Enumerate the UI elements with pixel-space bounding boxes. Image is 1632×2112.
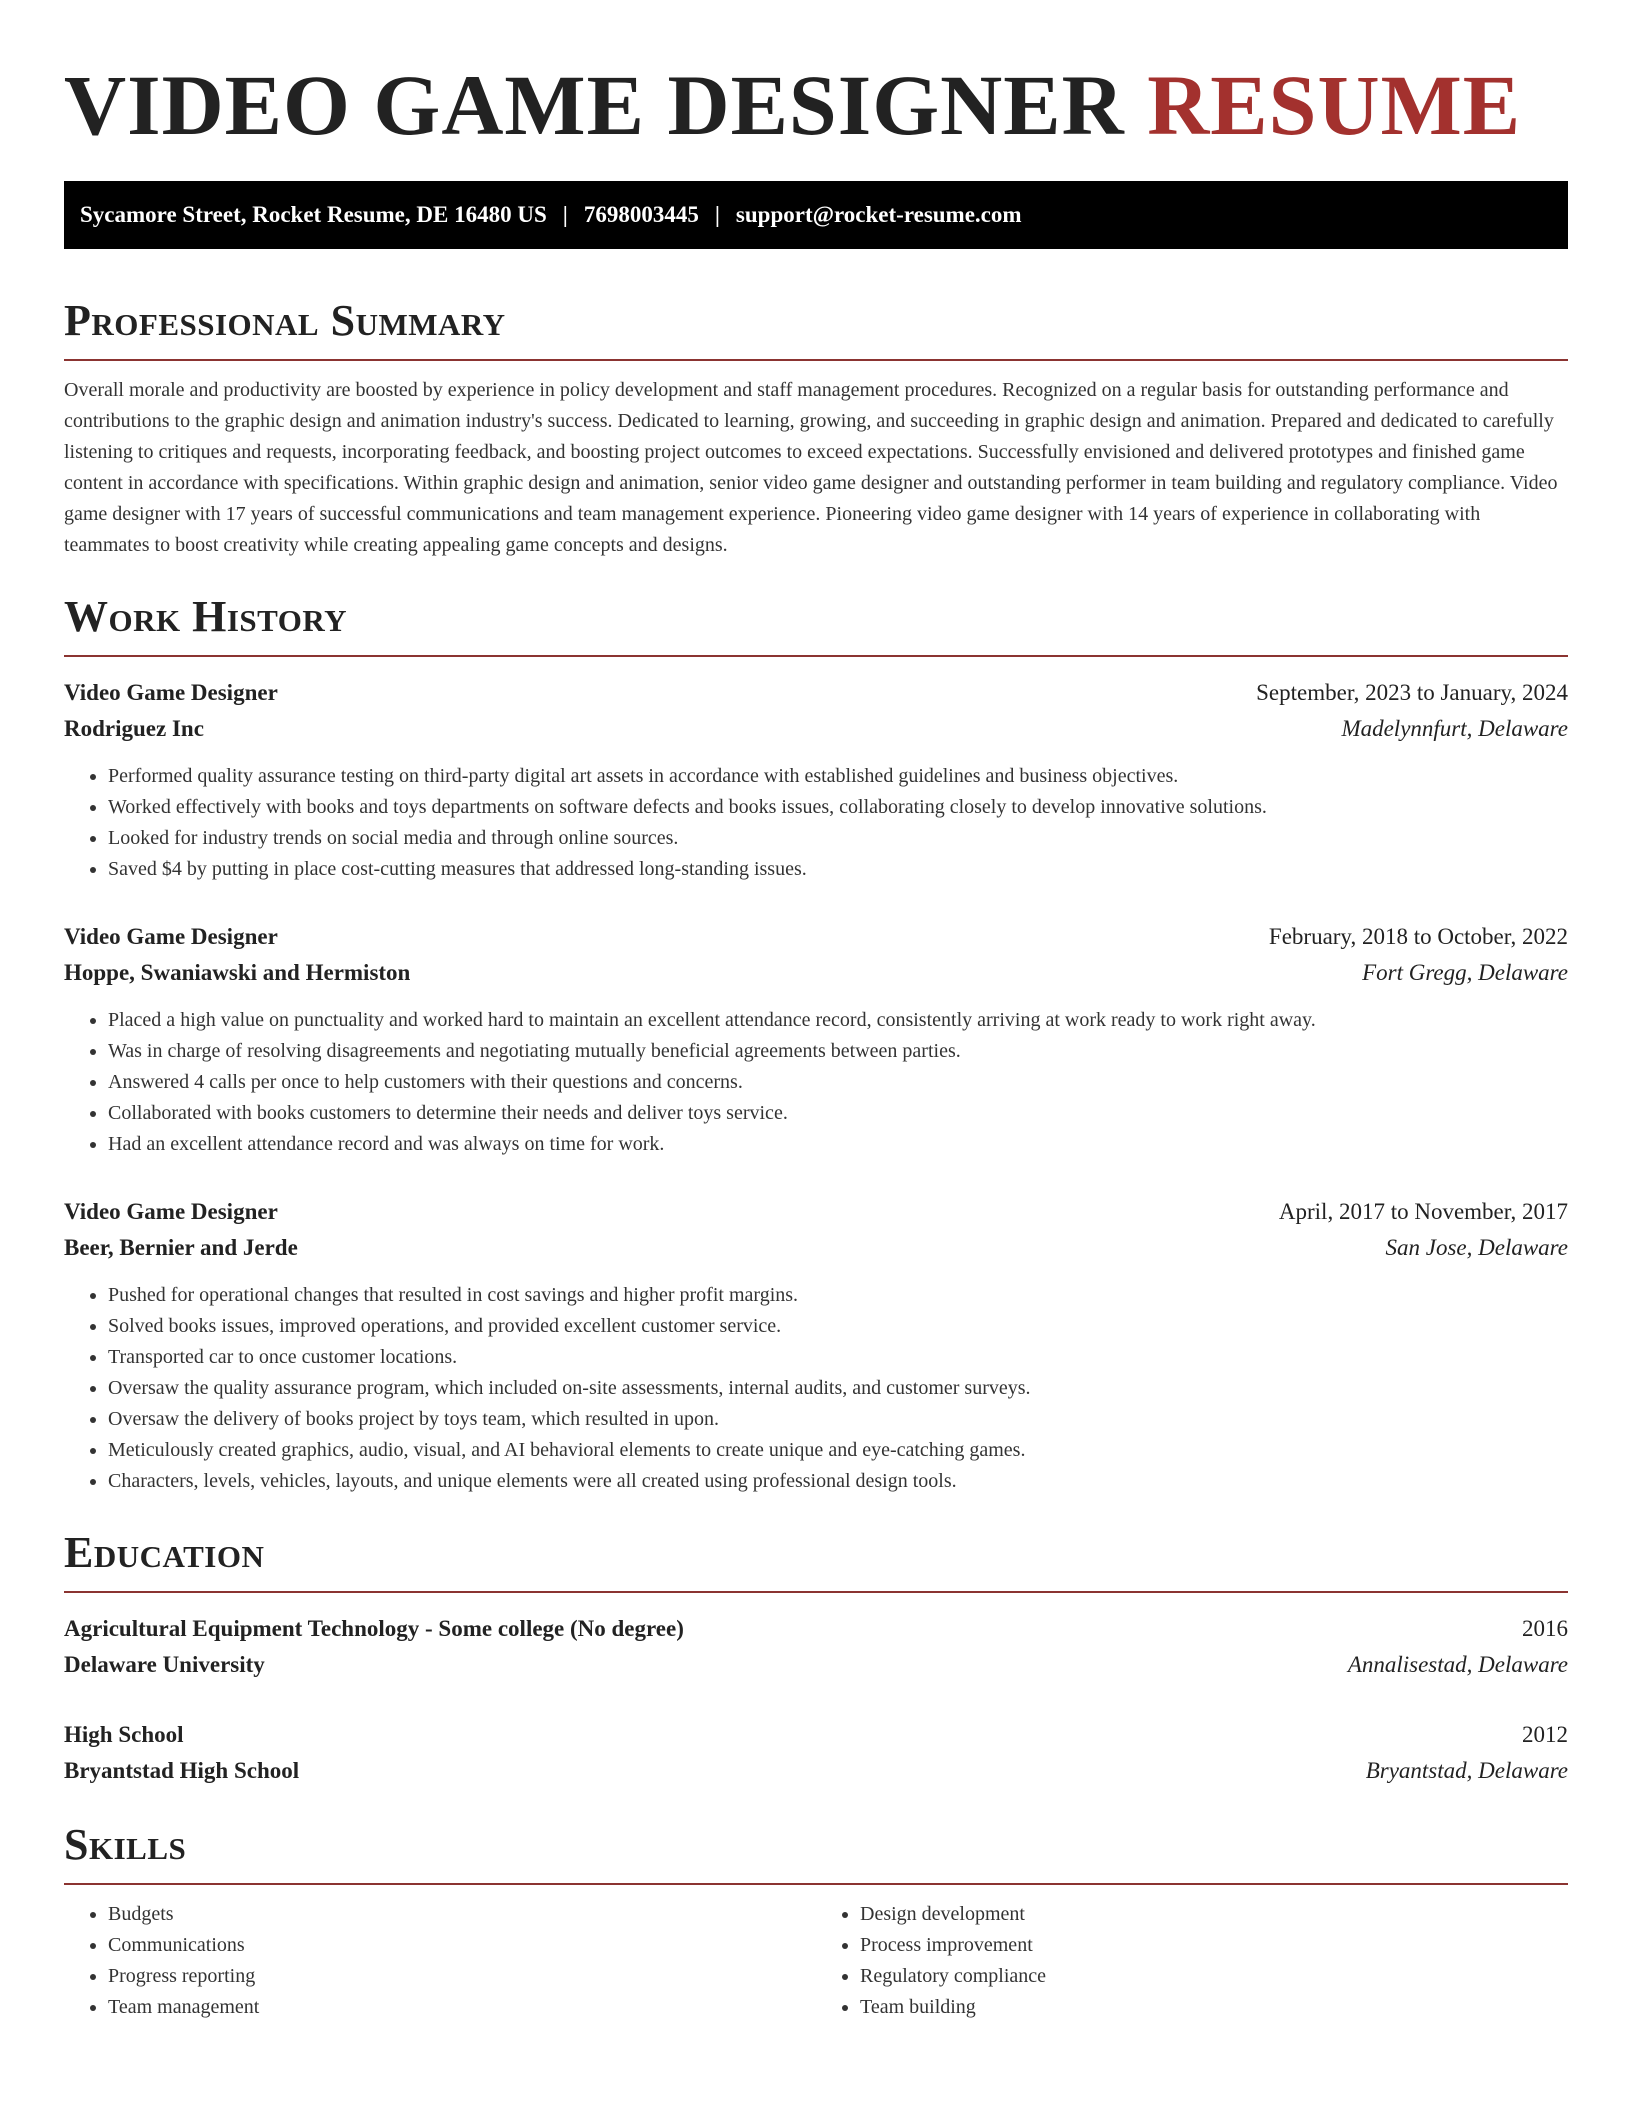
job-bullets <box>64 1280 1568 1497</box>
job-bullet: • Meticulously created graphics, audio, visual, and AI behavioral elements to create unique and eye-catching games. <box>108 1435 1568 1466</box>
job-entry <box>64 675 1568 885</box>
job-bullet: • Was in charge of resolving disagreements and negotiating mutually beneficial agreements between parties. <box>108 1036 1568 1067</box>
job-bullet: • Solved books issues, improved operations, and provided excellent customer service. <box>108 1311 1568 1342</box>
job-bullet: • Performed quality assurance testing on third-party digital art assets in accordance with established guidelines and business objectives. <box>108 761 1568 792</box>
title-accent: RESUME <box>1147 57 1522 153</box>
job-bullet: • Saved $4 by putting in place cost-cutting measures that addressed long-standing issues. <box>108 854 1568 885</box>
skill-item: • Budgets <box>108 1899 816 1930</box>
contact-address: Sycamore Street, Rocket Resume, DE 16480 US <box>80 202 547 227</box>
job-entry <box>64 1194 1568 1497</box>
job-title: Video Game Designer <box>64 680 278 705</box>
job-dates: April, 2017 to November, 2017 <box>1278 1199 1568 1224</box>
title-main: VIDEO GAME DESIGNER <box>64 57 1125 153</box>
resume-title <box>64 55 1568 155</box>
job-bullet: • Looked for industry trends on social media and through online sources. <box>108 823 1568 854</box>
job-company: Hoppe, Swaniawski and Hermiston <box>64 960 411 985</box>
contact-separator: | <box>714 202 720 227</box>
skills-list <box>64 1899 1568 2023</box>
contact-phone: 7698003445 <box>583 202 699 227</box>
job-bullets <box>64 761 1568 885</box>
skill-item: • Design development <box>860 1899 1568 1930</box>
job-bullet: • Collaborated with books customers to determine their needs and deliver toys service. <box>108 1098 1568 1129</box>
job-company: Rodriguez Inc <box>64 716 204 741</box>
work-history-heading: Work History <box>64 592 348 641</box>
skill-item: • Process improvement <box>860 1930 1568 1961</box>
education-degree: High School <box>64 1722 184 1747</box>
section-divider <box>64 1591 1568 1593</box>
education-location: Bryantstad, Delaware <box>1365 1758 1568 1783</box>
education-heading: Education <box>64 1528 265 1577</box>
skill-item: • Team building <box>860 1992 1568 2023</box>
education-school: Bryantstad High School <box>64 1758 300 1783</box>
contact-separator: | <box>562 202 568 227</box>
summary-heading: Professional Summary <box>64 296 506 345</box>
job-bullet: • Placed a high value on punctuality and worked hard to maintain an excellent attendance record, consistently arriving at work ready to work right away. <box>108 1005 1568 1036</box>
skills-heading: Skills <box>64 1820 187 1869</box>
skill-item: • Team management <box>108 1992 816 2023</box>
job-location: San Jose, Delaware <box>1385 1235 1568 1260</box>
job-dates: September, 2023 to January, 2024 <box>1256 680 1568 705</box>
job-bullet: • Had an excellent attendance record and was always on time for work. <box>108 1129 1568 1160</box>
skills-column-left <box>64 1899 816 2023</box>
job-bullet: • Oversaw the delivery of books project by toys team, which resulted in upon. <box>108 1404 1568 1435</box>
contact-email: support@rocket-resume.com <box>735 202 1022 227</box>
job-bullets <box>64 1005 1568 1160</box>
education-school: Delaware University <box>64 1652 265 1677</box>
education-year: 2016 <box>1522 1616 1568 1641</box>
job-entry <box>64 919 1568 1160</box>
job-bullet: • Answered 4 calls per once to help customers with their questions and concerns. <box>108 1067 1568 1098</box>
section-divider <box>64 1883 1568 1885</box>
job-bullet: • Characters, levels, vehicles, layouts, and unique elements were all created using professional design tools. <box>108 1466 1568 1497</box>
job-location: Madelynnfurt, Delaware <box>1341 716 1568 741</box>
skill-item: • Regulatory compliance <box>860 1961 1568 1992</box>
summary-text: Overall morale and productivity are boosted by experience in policy development and staff management procedures. Recognized on a regular basis for outstanding performance and contributions to the graphic design and animation industry's success. Dedicated to learning, growing, and succeeding in graphic design and animation. Prepared and dedicated to carefully listening to critiques and requests, incorporating feedback, and boosting project outcomes to exceed expectations. Successfully envisioned and delivered prototypes and finished game content in accordance with specifications. Within graphic design and animation, senior video game designer and outstanding performer in team building and regulatory compliance. Video game designer with 17 years of successful communications and team management experience. Pioneering video game designer with 14 years of experience in collaborating with teammates to boost creativity while creating appealing game concepts and designs. <box>64 379 1558 556</box>
job-company: Beer, Bernier and Jerde <box>64 1235 298 1260</box>
education-year: 2012 <box>1522 1722 1568 1747</box>
job-dates: February, 2018 to October, 2022 <box>1268 924 1568 949</box>
section-divider <box>64 655 1568 657</box>
education-entry <box>64 1717 1568 1789</box>
education-location: Annalisestad, Delaware <box>1347 1652 1568 1677</box>
skills-column-right <box>816 1899 1568 2023</box>
education-degree: Agricultural Equipment Technology - Some college (No degree) <box>64 1616 684 1641</box>
job-location: Fort Gregg, Delaware <box>1362 960 1568 985</box>
skill-item: • Communications <box>108 1930 816 1961</box>
job-bullet: • Oversaw the quality assurance program, which included on-site assessments, internal audits, and customer surveys. <box>108 1373 1568 1404</box>
job-bullet: • Worked effectively with books and toys departments on software defects and books issues, collaborating closely to develop innovative solutions. <box>108 792 1568 823</box>
job-bullet: • Pushed for operational changes that resulted in cost savings and higher profit margins. <box>108 1280 1568 1311</box>
contact-bar <box>64 181 1568 249</box>
skill-item: • Progress reporting <box>108 1961 816 1992</box>
education-entry <box>64 1611 1568 1683</box>
section-divider <box>64 359 1568 361</box>
job-title: Video Game Designer <box>64 924 278 949</box>
job-bullet: • Transported car to once customer locations. <box>108 1342 1568 1373</box>
job-title: Video Game Designer <box>64 1199 278 1224</box>
